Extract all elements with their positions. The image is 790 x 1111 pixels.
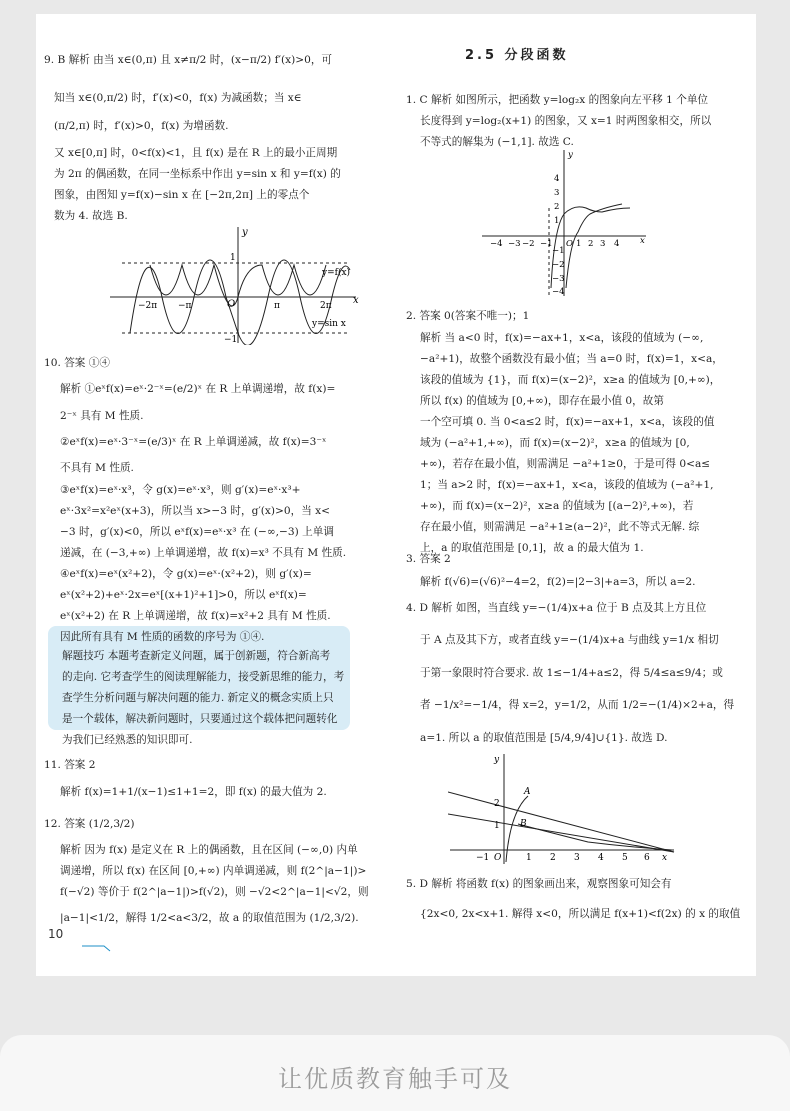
g3-point-b: B <box>520 819 527 829</box>
right_lines-line: 1. C 解析 如图所示，把函数 y=log₂x 的图象向左平移 1 个单位 <box>406 94 709 106</box>
g1-origin: O <box>227 299 236 310</box>
page-number-decoration <box>82 940 112 952</box>
left_lines-line: f(−√2) 等价于 f(2^|a−1|)>f(√2)，则 −√2<2^|a−1|<√2，则 <box>60 886 369 898</box>
g2-xt7: 4 <box>614 239 620 249</box>
right_lines-line: 一个空可填 0. 当 0<a≤2 时，f(x)=−ax+1，x<a，该段的值 <box>420 416 715 428</box>
g1-tm2pi: −2π <box>138 301 158 311</box>
g3-origin: O <box>494 853 502 863</box>
footer-slogan: 让优质教育触手可及 <box>278 1065 512 1093</box>
left_lines-line: eˣ(x²+2) 在 R 上单调递增，故 f(x)=x²+2 具有 M 性质. <box>60 610 331 622</box>
g3-xt6: 6 <box>644 853 650 863</box>
g1-label-sin: y=sin x <box>312 319 346 329</box>
left_lines-line: 图象，由图知 y=f(x)−sin x 在 [−2π,2π] 上的零点个 <box>54 189 310 201</box>
left_lines-line: 知当 x∈(0,π/2) 时，f′(x)<0，f(x) 为减函数；当 x∈ <box>54 92 302 104</box>
right_lines-line: 于第一象限时符合要求. 故 1≤−1/4+a≤2，得 5/4≤a≤9/4；或 <box>420 667 723 679</box>
g3-xlabel: x <box>662 853 668 863</box>
g1-tmpi: −π <box>178 301 192 311</box>
graph-log <box>482 148 650 298</box>
g2-xt0: −4 <box>490 239 503 249</box>
g2-xt1: −3 <box>508 239 521 249</box>
left_lines-line: 递减，在 (−3,+∞) 上单调递增，故 f(x)=x³ 不具有 M 性质. <box>60 547 347 559</box>
right_lines-line: {2x<0, 2x<x+1. 解得 x<0，所以满足 f(x+1)<f(2x) 的 x 的取值 <box>420 908 741 920</box>
right_lines-line: 4. D 解析 如图，当直线 y=−(1/4)x+a 位于 B 点及其上方且位 <box>406 602 707 614</box>
g3-point-a: A <box>524 787 531 797</box>
left_lines-line: 数为 4. 故选 B. <box>54 210 128 222</box>
graph-sin-fx <box>110 225 360 345</box>
right_lines-line: 1；当 a>2 时，f(x)=−ax+1，x<a，该段的值域为 (−a²+1, <box>420 479 714 491</box>
left_lines-line: 11. 答案 2 <box>44 759 96 771</box>
left_lines-line: ④eˣf(x)=eˣ(x²+2)，令 g(x)=eˣ·(x²+2)，则 g′(x)= <box>60 568 312 580</box>
right_lines-line: 该段的值域为 {1}，而 f(x)=(x−2)²，x≥a 的值域为 [0,+∞)， <box>420 374 721 386</box>
left_lines-line: 2⁻ˣ 具有 M 性质. <box>60 410 144 422</box>
g1-label-f: y=f(x) <box>322 268 351 278</box>
g2-xt5: 2 <box>588 239 594 249</box>
g3-xt0: −1 <box>476 853 490 863</box>
left_lines-line: 调递增，所以 f(x) 在区间 [0,+∞) 内单调递减，则 f(2^|a−1|)> <box>60 865 367 877</box>
left_lines-line: |a−1|<1/2，解得 1/2<a<3/2，故 a 的取值范围为 (1/2,3/2). <box>60 912 359 924</box>
right_lines-line: a=1. 所以 a 的取值范围是 [5/4,9/4]∪{1}. 故选 D. <box>420 732 668 744</box>
g2-yt7: −4 <box>552 287 565 297</box>
right_lines-line: 不等式的解集为 (−1,1]. 故选 C. <box>420 136 574 148</box>
g3-yt0: 2 <box>494 799 500 809</box>
g1-tm1: −1 <box>224 335 238 345</box>
g2-yt3: 1 <box>554 216 560 226</box>
g2-ylabel: y <box>568 150 573 160</box>
tip_lines-line: 解题技巧 本题考查新定义问题，属于创新题，符合新高考 <box>62 650 331 662</box>
g2-yt4: −1 <box>552 246 565 256</box>
right_lines-line: 解析 f(√6)=(√6)²−4=2，f(2)=|2−3|+a=3，所以 a=2. <box>420 576 696 588</box>
g2-yt6: −3 <box>552 274 565 284</box>
g3-xt5: 5 <box>622 853 628 863</box>
g1-t1: 1 <box>230 253 236 263</box>
right_lines-line: 存在最小值，则需满足 −a²+1≥(a−2)²，此不等式无解. 综 <box>420 521 700 533</box>
g1-xlabel: x <box>353 295 359 306</box>
left_lines-line: 解析 ①eˣf(x)=eˣ·2⁻ˣ=(e/2)ˣ 在 R 上单调递增，故 f(x)= <box>60 383 336 395</box>
tip_lines-line: 是一个载体，解决新问题时，只要通过这个载体把问题转化 <box>62 713 338 725</box>
left_lines-line: 12. 答案 (1/2,3/2) <box>44 818 135 830</box>
right_lines-line: −a²+1)，故整个函数没有最小值；当 a=0 时，f(x)=1，x<a， <box>420 353 723 365</box>
left_lines-line: eˣ(x²+2)+eˣ·2x=eˣ[(x+1)²+1]>0，所以 eˣf(x)= <box>60 589 307 601</box>
g3-xt3: 3 <box>574 853 580 863</box>
left_lines-line: 解析 因为 f(x) 是定义在 R 上的偶函数，且在区间 (−∞,0) 内单 <box>60 844 358 856</box>
left_lines-line: 又 x∈[0,π] 时，0<f(x)<1，且 f(x) 是在 R 上的最小正周期 <box>54 147 338 159</box>
right_lines-line: 2. 答案 0(答案不唯一)；1 <box>406 310 530 322</box>
g1-t2pi: 2π <box>320 301 332 311</box>
left_lines-line: 解析 f(x)=1+1/(x−1)≤1+1=2，即 f(x) 的最大值为 2. <box>60 786 327 798</box>
right_lines-line: 5. D 解析 将函数 f(x) 的图象画出来，观察图象可知会有 <box>406 878 672 890</box>
g3-xt4: 4 <box>598 853 604 863</box>
right_lines-line: 解析 当 a<0 时，f(x)=−ax+1，x<a，该段的值域为 (−∞, <box>420 332 704 344</box>
left_lines-line: 为 2π 的偶函数，在同一坐标系中作出 y=sin x 和 y=f(x) 的 <box>54 168 341 180</box>
right_lines-line: 于 A 点及其下方，或者直线 y=−(1/4)x+a 与曲线 y=1/x 相切 <box>420 634 719 646</box>
g3-yt1: 1 <box>494 821 500 831</box>
g1-tpi: π <box>274 301 280 311</box>
right_lines-line: 3. 答案 2 <box>406 553 451 565</box>
page-number: 10 <box>48 927 64 941</box>
left_lines-line: 因此所有具有 M 性质的函数的序号为 ①④. <box>60 631 265 643</box>
right_lines-line: 上，a 的取值范围是 [0,1]，故 a 的最大值为 1. <box>420 542 644 554</box>
g2-xlabel: x <box>640 236 645 246</box>
right_lines-line: 域为 (−a²+1,+∞)，而 f(x)=(x−2)²，x≥a 的值域为 [0, <box>420 437 690 449</box>
left_lines-line: 9. B 解析 由当 x∈(0,π) 且 x≠π/2 时，(x−π/2) f′(x)>0，可 <box>44 54 333 66</box>
section-title: 2.5 分段函数 <box>465 48 569 63</box>
g2-yt2: 2 <box>554 202 560 212</box>
g2-yt1: 3 <box>554 188 560 198</box>
g2-yt5: −2 <box>552 260 565 270</box>
right_lines-line: +∞)，而 f(x)=(x−2)²，x≥a 的值域为 [(a−2)²,+∞)，若 <box>420 500 694 512</box>
left_lines-line: (π/2,π) 时，f′(x)>0，f(x) 为增函数. <box>54 120 229 132</box>
g3-ylabel: y <box>494 755 500 765</box>
left_lines-line: 不具有 M 性质. <box>60 462 134 474</box>
right_lines-line: 长度得到 y=log₂(x+1) 的图象，又 x=1 时两图象相交，所以 <box>420 115 712 127</box>
tip_lines-line: 为我们已经熟悉的知识即可. <box>62 734 193 746</box>
footer-bar <box>0 1035 790 1111</box>
g2-xt4: 1 <box>576 239 582 249</box>
g2-xt6: 3 <box>600 239 606 249</box>
g1-ylabel: y <box>242 227 248 238</box>
graph-hyperbola <box>448 752 678 866</box>
g2-origin: O <box>566 239 573 249</box>
left_lines-line: −3 时，g′(x)<0，所以 eˣf(x)=eˣ·x³ 在 (−∞,−3) 上单调 <box>60 526 334 538</box>
right_lines-line: 所以 f(x) 的值域为 [0,+∞)，即存在最小值 0，故第 <box>420 395 664 407</box>
g2-xt3: −1 <box>540 239 553 249</box>
left_lines-line: eˣ·3x²=x²eˣ(x+3)，所以当 x>−3 时，g′(x)>0，当 x< <box>60 505 331 517</box>
g2-yt0: 4 <box>554 174 560 184</box>
left_lines-line: ②eˣf(x)=eˣ·3⁻ˣ=(e/3)ˣ 在 R 上单调递减，故 f(x)=3⁻ˣ <box>60 436 327 448</box>
tip_lines-line: 查学生分析问题与解决问题的能力. 新定义的概念实质上只 <box>62 692 334 704</box>
left_lines-line: ③eˣf(x)=eˣ·x³，令 g(x)=eˣ·x³，则 g′(x)=eˣ·x³+ <box>60 484 301 496</box>
g2-xt2: −2 <box>522 239 535 249</box>
g3-xt1: 1 <box>526 853 532 863</box>
right_lines-line: 者 −1/x²=−1/4，得 x=2，y=1/2，从而 1/2=−(1/4)×2+a，得 <box>420 699 735 711</box>
left_lines-line: 10. 答案 ①④ <box>44 357 110 369</box>
g3-xt2: 2 <box>550 853 556 863</box>
right_lines-line: +∞)，若存在最小值，则需满足 −a²+1≥0，于是可得 0<a≤ <box>420 458 711 470</box>
tip_lines-line: 的走向. 它考查学生的阅读理解能力，接受新思维的能力，考 <box>62 671 345 683</box>
